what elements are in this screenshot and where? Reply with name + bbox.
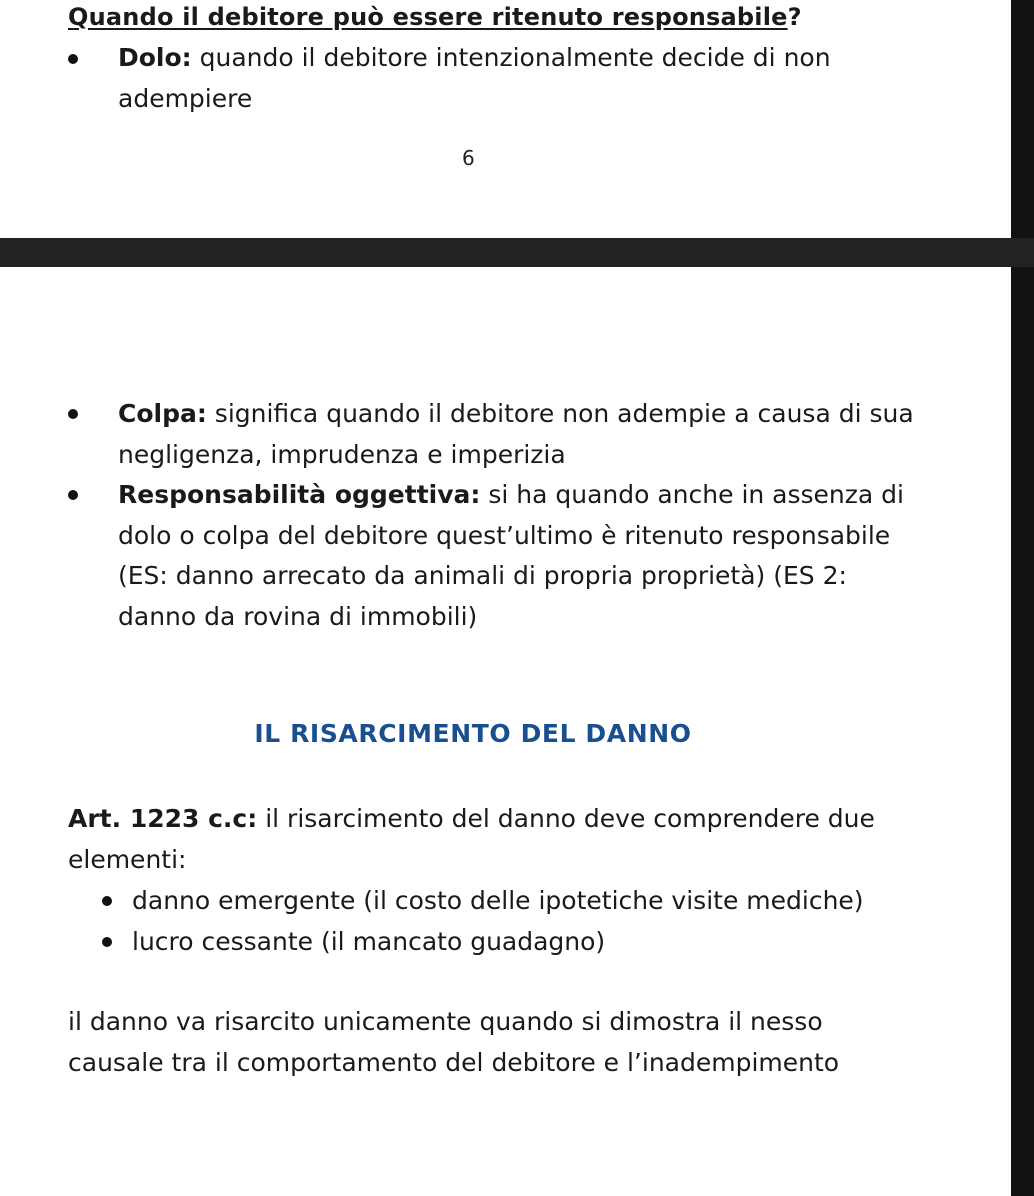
document-page-top xyxy=(0,0,1011,238)
article-paragraph xyxy=(68,799,888,880)
section-title: IL RISARCIMENTO DEL DANNO xyxy=(254,719,692,748)
term-dolo: Dolo: xyxy=(118,43,192,72)
responsibility-list xyxy=(118,38,918,119)
conclusion-paragraph: il danno va risarcito unicamente quando si dimostra il nesso causale tra il comportamento del debitore e l’inadempimento xyxy=(68,1007,840,1077)
danno-emergente-text: danno emergente (il costo delle ipotetiche visite mediche) xyxy=(132,886,864,915)
article-ref: Art. 1223 c.c: xyxy=(68,804,258,833)
list-item-colpa xyxy=(118,394,918,475)
definition-responsabilita-oggettiva: si ha quando anche in assenza di dolo o colpa del debitore quest’ultimo è ritenuto responsabile (ES: danno arrecato da animali di propria proprietà) (ES 2: danno da rovina di immobili) xyxy=(118,480,904,631)
viewer-right-edge xyxy=(1011,0,1034,1196)
list-item-dolo xyxy=(118,38,918,119)
definition-colpa: significa quando il debitore non adempie a causa di sua negligenza, imprudenza e imperizia xyxy=(118,399,914,469)
damage-elements-list xyxy=(132,881,912,962)
term-colpa: Colpa: xyxy=(118,399,207,428)
heading-question-mark: ? xyxy=(787,3,802,31)
article-text: il risarcimento del danno deve comprendere due elementi: xyxy=(68,804,875,874)
list-item-responsabilita-oggettiva xyxy=(118,475,918,637)
bullet-icon xyxy=(102,937,112,947)
page-separator xyxy=(0,238,1034,267)
bullet-icon xyxy=(102,896,112,906)
page-number: 6 xyxy=(462,146,475,170)
bullet-icon xyxy=(68,490,78,500)
document-page-bottom xyxy=(0,267,1011,1196)
term-responsabilita-oggettiva: Responsabilità oggettiva: xyxy=(118,480,481,509)
bullet-icon xyxy=(68,54,78,64)
list-item-lucro-cessante xyxy=(132,922,912,963)
list-item-danno-emergente xyxy=(132,881,912,922)
responsibility-list-continued xyxy=(118,394,918,637)
page-heading xyxy=(68,0,802,34)
bullet-icon xyxy=(68,409,78,419)
lucro-cessante-text: lucro cessante (il mancato guadagno) xyxy=(132,926,606,956)
definition-dolo: quando il debitore intenzionalmente decide di non adempiere xyxy=(118,43,831,113)
heading-text: Quando il debitore può essere ritenuto responsabile xyxy=(68,3,788,31)
